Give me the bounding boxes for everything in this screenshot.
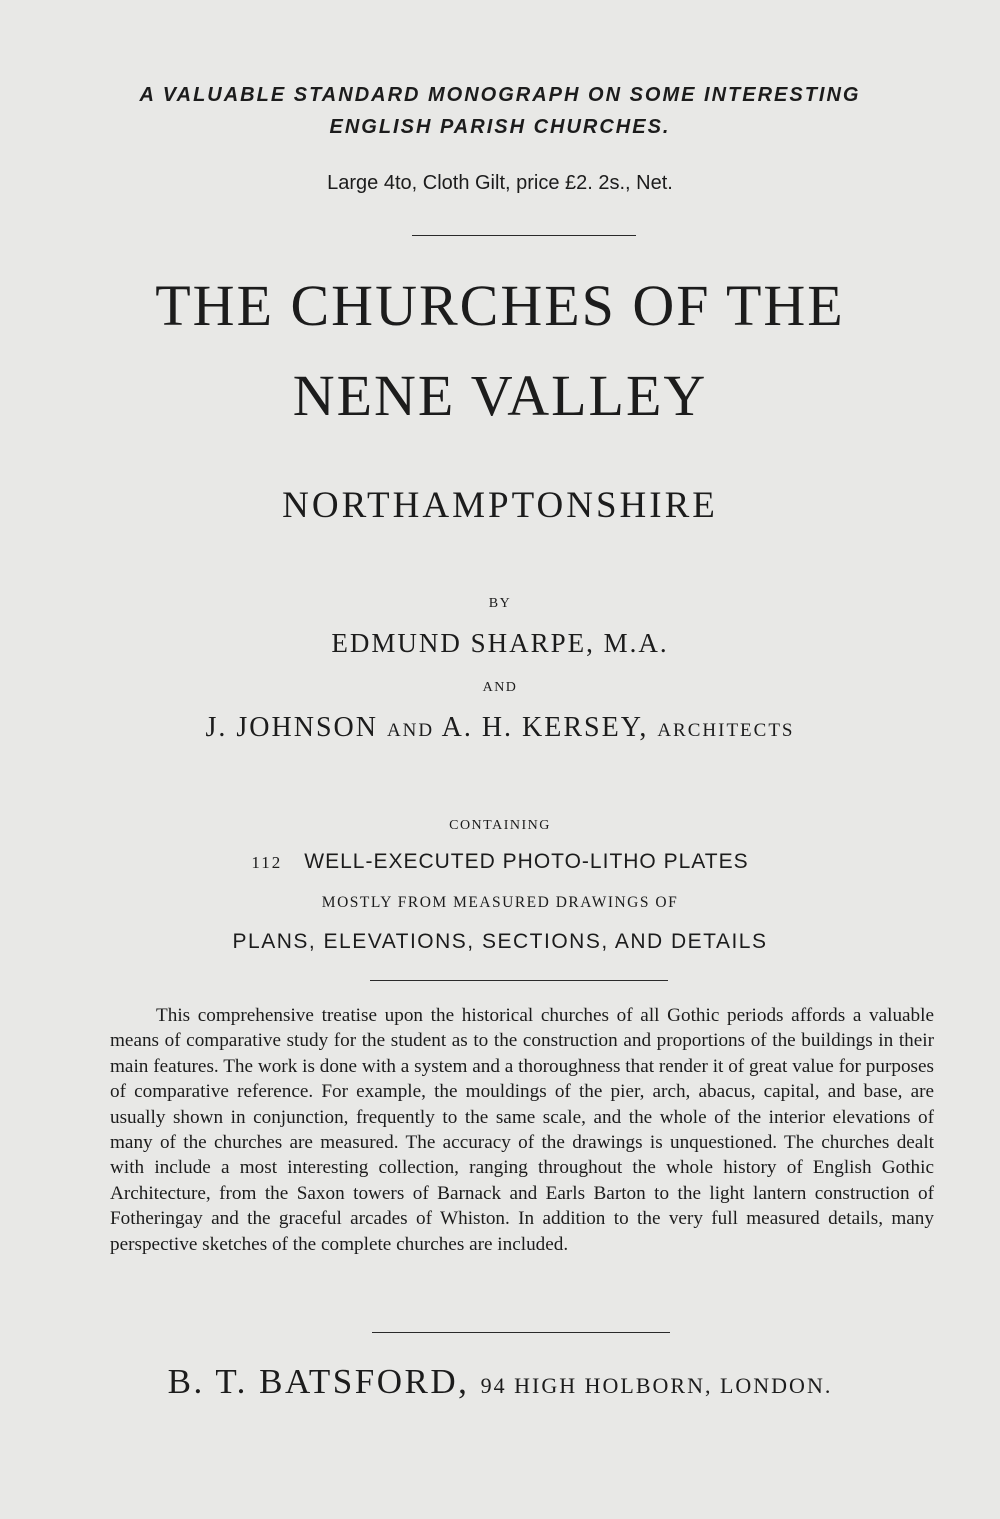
divider-rule-bottom	[372, 1332, 670, 1333]
title-line-2: NENE VALLEY	[292, 363, 708, 428]
coauthor-and: AND	[386, 720, 435, 741]
plates-count: 112	[251, 853, 283, 872]
plates-text: WELL-EXECUTED PHOTO-LITHO PLATES	[304, 850, 749, 873]
coauthor-johnson: J. JOHNSON	[205, 712, 378, 743]
subtitle-county: NORTHAMPTONSHIRE	[282, 485, 718, 526]
description-paragraph: This comprehensive treatise upon the historical churches of all Gothic periods affords a valuable means of comparative study for the student as to the construction and proportions of the buildings in their main features. The work is done with a system and a thoroughness that render it of great value for purposes of comparative reference. For example, the mouldings of the pier, arch, abacus, capital, and base, are usually shown in conjunction, frequently to the same scale, and the whole of the interior elevations of many of the churches are measured. The accuracy of the drawings is unquestioned. The churches dealt with include a most interesting collection, ranging throughout the whole history of English Gothic Architecture, from the Saxon towers of Barnack and Earls Barton to the light lantern construction of Fotheringay and the graceful arcades of Whiston. In addition to the very full measured details, many perspective sketches of the complete churches are included.	[110, 1005, 934, 1255]
coauthor-role: ARCHITECTS	[657, 720, 795, 741]
coauthors-line	[0, 712, 1000, 744]
publisher-address: 94 HIGH HOLBORN, LONDON.	[480, 1373, 833, 1398]
plates-line	[0, 850, 1000, 874]
title-line-1: THE CHURCHES OF THE	[155, 273, 845, 338]
price-line: Large 4to, Cloth Gilt, price £2. 2s., Net.	[327, 172, 673, 194]
publisher-line	[0, 1362, 1000, 1402]
publisher-name: B. T. BATSFORD,	[167, 1362, 470, 1401]
divider-rule-top	[412, 235, 636, 236]
containing-label: CONTAINING	[449, 818, 551, 833]
author-name: EDMUND SHARPE, M.A.	[331, 628, 669, 658]
coauthor-kersey: A. H. KERSEY,	[441, 712, 649, 743]
tagline-line-2: ENGLISH PARISH CHURCHES.	[329, 116, 671, 138]
by-label: BY	[488, 596, 512, 611]
divider-rule-middle	[370, 980, 668, 981]
and-label: AND	[482, 680, 518, 695]
details-line: PLANS, ELEVATIONS, SECTIONS, AND DETAILS	[232, 930, 768, 953]
drawings-line: MOSTLY FROM MEASURED DRAWINGS OF	[321, 894, 679, 911]
tagline-line-1: A VALUABLE STANDARD MONOGRAPH ON SOME INTERESTING	[139, 84, 861, 106]
